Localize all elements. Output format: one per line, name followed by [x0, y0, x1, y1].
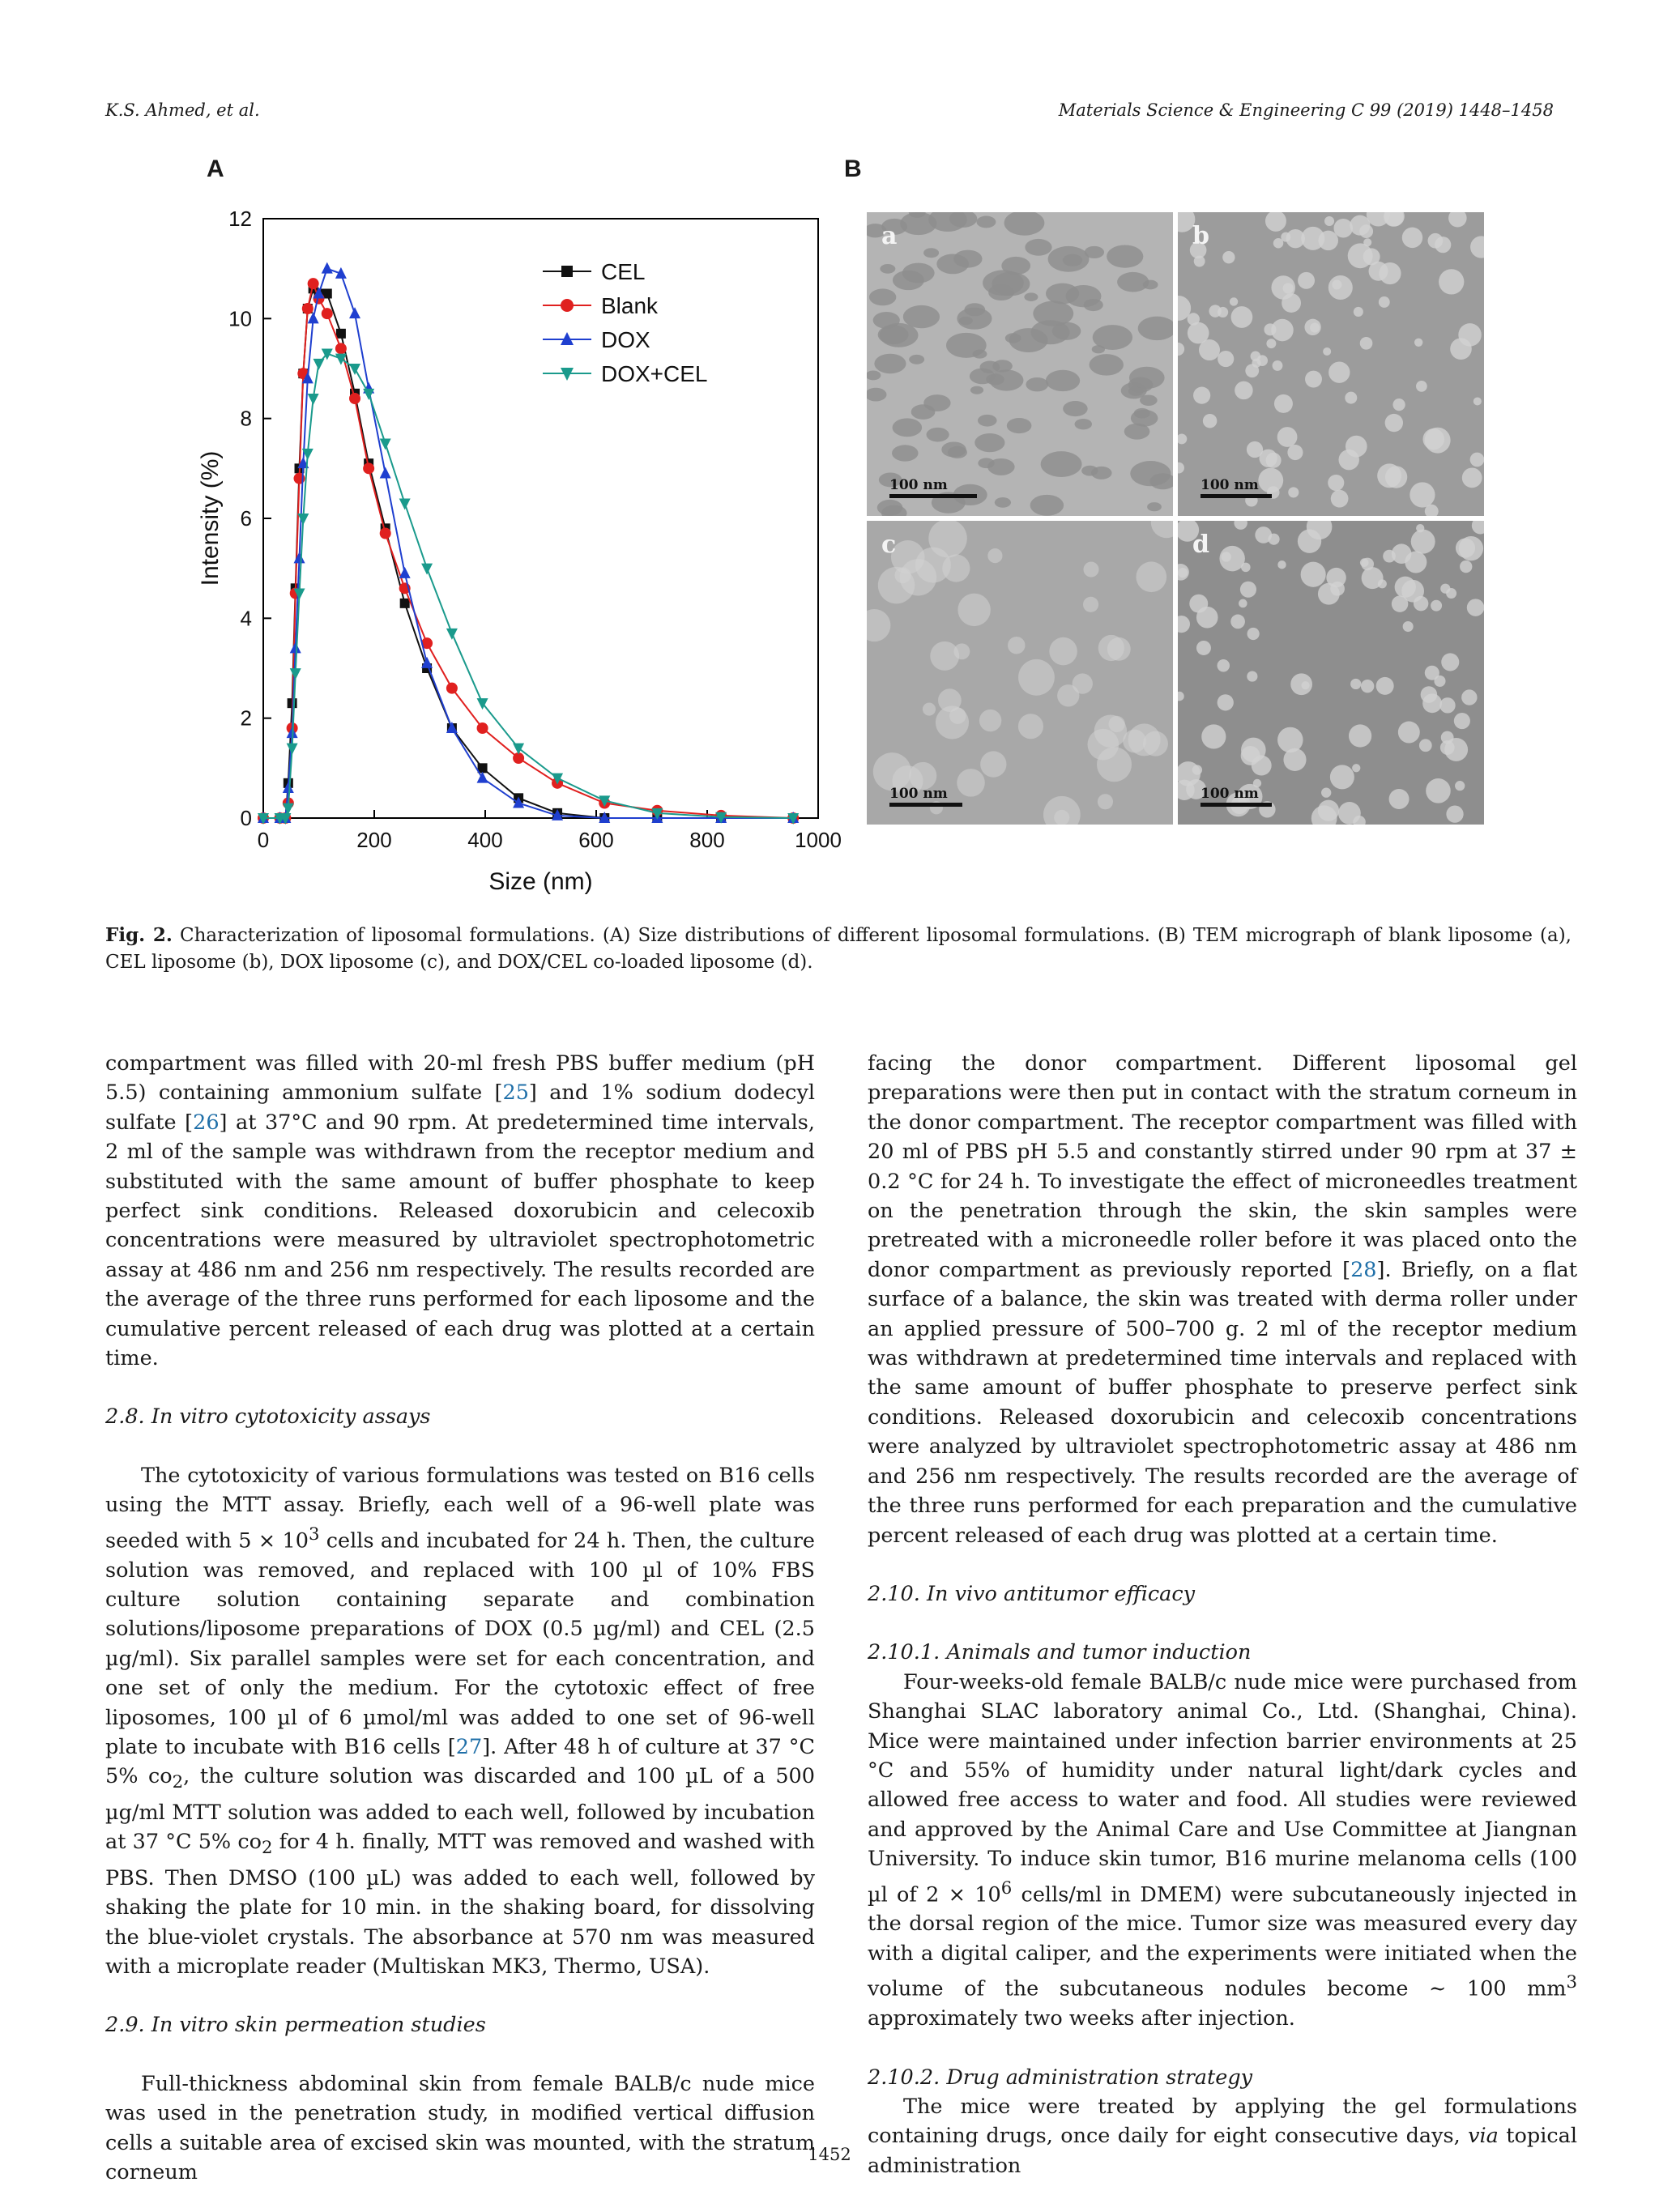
legend-label-blank: Blank: [601, 293, 659, 318]
legend-marker-cel: [561, 266, 573, 277]
y-tick-label: 10: [228, 306, 252, 331]
data-point-dox: [399, 567, 411, 578]
tem-quadrant-letter: a: [881, 222, 898, 250]
legend-label-cel: CEL: [601, 259, 646, 284]
tem-quadrant-letter: d: [1192, 531, 1209, 559]
x-tick-label: 600: [578, 828, 614, 852]
scale-bar-label: 100 nm: [889, 477, 948, 493]
x-tick-label: 400: [467, 828, 503, 852]
data-point-blank: [302, 303, 313, 314]
paragraph-skin-permeation: Full-thickness abdominal skin from female BALB/c nude mice was used in the penetration study, in modified vertical diffusion cells a suitable area of excised skin was mounted, with the stratum corneum: [105, 2071, 815, 2185]
data-point-dox: [349, 307, 360, 318]
figure-caption: [105, 922, 1572, 976]
tem-quadrant-b: [1178, 212, 1484, 516]
tem-quadrant-a: [867, 212, 1173, 516]
x-tick-label: 800: [689, 828, 725, 852]
scale-bar: [889, 786, 962, 807]
size-distribution-chart: [174, 194, 847, 915]
data-point-blank: [335, 343, 347, 354]
data-point-dox-cel: [421, 564, 433, 575]
citation-link-28[interactable]: 28: [1350, 1257, 1377, 1282]
section-heading-2-8: 2.8. In vitro cytotoxicity assays: [105, 1404, 431, 1430]
data-point-dox-cel: [308, 394, 319, 405]
paragraph-animals: Four-weeks-old female BALB/c nude mice were purchased from Shanghai SLAC laboratory animal Co., Ltd. (Shanghai, China). Mice were maintained under infection barrier environments at 25 °C and 55% of humidity under natural light/dark cycles and allowed free access to water and food. All studies were reviewed and approved by the Animal Care and Use Committee at Jiangnan University. To induce skin tumor, B16 murine melanoma cells (100 µl of $2 \times 10^6$ cells/ml in DMEM) were subcutaneously injected in the dorsal region of the mice. Tumor size was measured every day with a digital caliper, and the experiments were initiated when the volume of the subcutaneous nodules become ∼ 100 $mm^3$ approximately two weeks after injection.: [868, 1669, 1577, 2031]
running-header-authors: K.S. Ahmed, et al.: [105, 100, 260, 120]
series-line-blank: [263, 283, 793, 818]
y-tick-label: 2: [240, 705, 252, 731]
data-point-dox: [380, 467, 391, 479]
data-point-dox-cel: [446, 629, 458, 640]
data-point-blank: [446, 683, 458, 694]
data-point-blank: [477, 722, 488, 734]
paragraph-permeation-continued: facing the donor compartment. Different liposomal gel preparations were then put in contact with the stratum corneum in the donor compartment. The receptor compartment was filled with 20 ml of PBS pH 5.5 and constantly stirred under 90 rpm at 37 ± 0.2 °C for 24 h. To investigate the effect of microneedles treatment on the penetration through the skin, the skin samples were pretreated with a microneedle roller before it was placed onto the donor compartment as previously reported [28]. Briefly, on a flat surface of a balance, the skin was treated with derma roller under an applied pressure of 500–700 g. 2 ml of the receptor medium was withdrawn at predetermined time intervals and replaced with the same amount of buffer phosphate to preserve perfect sink conditions. Released doxorubicin and celecoxib concentrations were analyzed by ultraviolet spectrophotometric assay at 486 nm and 256 nm respectively. The results recorded are the average of the three runs performed for each preparation and the cumulative percent released of each drug was plotted at a certain time.: [868, 1051, 1577, 1548]
data-point-dox-cel: [380, 439, 391, 450]
data-point-dox-cel: [363, 389, 374, 400]
citation-link-25[interactable]: 25: [502, 1080, 529, 1106]
y-tick-label: 0: [240, 806, 252, 830]
data-point-dox-cel: [297, 514, 309, 525]
data-point-dox-cel: [399, 499, 411, 510]
legend-marker-blank: [561, 299, 574, 312]
paragraph-release-method: compartment was filled with 20-ml fresh PBS buffer medium (pH 5.5) containing ammonium sulfate [25] and 1% sodium dodecyl sulfate [26] at 37°C and 90 rpm. At predetermined time intervals, 2 ml of the sample was withdrawn from the receptor medium and substituted with the same amount of buffer phosphate to keep perfect sink conditions. Released doxorubicin and celecoxib concentrations were measured by ultraviolet spectrophotometric assay at 486 nm and 256 nm respectively. The results recorded are the average of the three runs performed for each liposome and the cumulative percent released of each drug was plotted at a certain time.: [105, 1051, 816, 1371]
panel-a-label: A: [207, 156, 224, 182]
data-point-blank: [349, 393, 360, 404]
scale-bar: [1201, 786, 1272, 807]
data-point-cel: [400, 599, 410, 608]
series-line-cel: [263, 288, 793, 818]
y-tick-label: 4: [240, 606, 252, 631]
data-point-blank: [363, 462, 374, 474]
data-point-dox: [322, 262, 333, 274]
citation-link-27[interactable]: 27: [455, 1735, 483, 1760]
x-tick-label: 0: [257, 828, 270, 852]
tem-micrograph-panel: [867, 212, 1484, 825]
data-point-dox-cel: [313, 359, 325, 370]
tem-quadrant-d: [1178, 521, 1484, 825]
panel-b-label: B: [844, 156, 862, 182]
y-tick-label: 12: [228, 207, 252, 231]
plot-frame: [263, 219, 818, 818]
scale-bar: [1201, 477, 1272, 498]
page-number: 1452: [808, 2145, 851, 2164]
data-point-dox: [477, 772, 488, 783]
x-tick-label: 1000: [795, 828, 842, 852]
subsection-heading-2-10-2: 2.10.2. Drug administration strategy: [868, 2065, 1253, 2090]
x-tick-label: 200: [356, 828, 392, 852]
legend-label-dox: DOX: [601, 327, 650, 352]
data-point-dox-cel: [290, 668, 301, 680]
paragraph-drug-administration: The mice were treated by applying the gel formulations containing drugs, once daily for eight consecutive days, via topical administration: [868, 2095, 1577, 2178]
figure-caption-label: Fig. 2.: [105, 924, 173, 946]
subsection-heading-2-10-1: 2.10.1. Animals and tumor induction: [868, 1640, 1252, 1665]
scale-bar: [889, 477, 977, 498]
y-tick-label: 8: [240, 406, 252, 431]
data-point-cel: [336, 329, 346, 339]
scale-bar-label: 100 nm: [1201, 477, 1259, 493]
data-point-dox-cel: [287, 744, 298, 755]
running-header-journal: Materials Science & Engineering C 99 (2019) 1448–1458: [1058, 100, 1554, 120]
tem-quadrant-letter: b: [1192, 222, 1209, 250]
y-axis-label: Intensity (%): [197, 450, 224, 586]
data-point-dox: [294, 552, 305, 563]
scale-bar-label: 100 nm: [1201, 786, 1259, 802]
data-point-dox: [290, 641, 301, 653]
scale-bar-label: 100 nm: [889, 786, 948, 802]
data-point-blank: [322, 308, 333, 319]
right-column: [868, 1049, 1577, 2180]
y-tick-label: 6: [240, 506, 252, 531]
figure-caption-text: Characterization of liposomal formulations. (A) Size distributions of different liposomal formulations. (B) TEM micrograph of blank liposome (a), CEL liposome (b), DOX liposome (c), and DOX/CEL co-loaded liposome (d).: [105, 925, 1572, 973]
data-point-blank: [380, 528, 391, 539]
left-column: [105, 1049, 815, 2188]
tem-quadrant-c: [867, 521, 1173, 825]
citation-link-26[interactable]: 26: [193, 1110, 220, 1135]
section-heading-2-10: 2.10. In vivo antitumor efficacy: [868, 1581, 1196, 1606]
series-line-dox-cel: [263, 354, 793, 819]
paragraph-cytotoxicity: The cytotoxicity of various formulations was tested on B16 cells using the MTT assay. Briefly, each well of a 96-well plate was seeded with $5 \times 10^3$ cells and incubated for 24 h. Then, the culture solution was removed, and replaced with 100 µl of 10% FBS culture solution containing separate and combination solutions/liposome preparations of DOX (0.5 µg/ml) and CEL (2.5 µg/ml). Six parallel samples were set for each concentration, and one set of only the medium. For the cytotoxic effect of free liposomes, 100 µl of 6 µmol/ml was added to one set of 96-well plate to incubate with B16 cells [27]. After 48 h of culture at 37 °C 5% $co_2$, the culture solution was discarded and 100 µL of a 500 µg/ml MTT solution was added to each well, followed by incubation at 37 °C 5% $co_2$ for 4 h. finally, MTT was removed and washed with PBS. Then DMSO (100 µL) was added to each well, followed by shaking the plate for 10 min. in the shaking board, for dissolving the blue-violet crystals. The absorbance at 570 nm was measured with a microplate reader (Multiskan MK3, Thermo, USA).: [105, 1463, 816, 1980]
x-axis-label: Size (nm): [488, 868, 593, 895]
data-point-dox-cel: [513, 744, 524, 755]
tem-quadrant-letter: c: [881, 531, 897, 559]
data-point-blank: [308, 278, 319, 289]
legend-label-dox-cel: DOX+CEL: [601, 361, 708, 386]
section-heading-2-9: 2.9. In vitro skin permeation studies: [105, 2013, 486, 2038]
